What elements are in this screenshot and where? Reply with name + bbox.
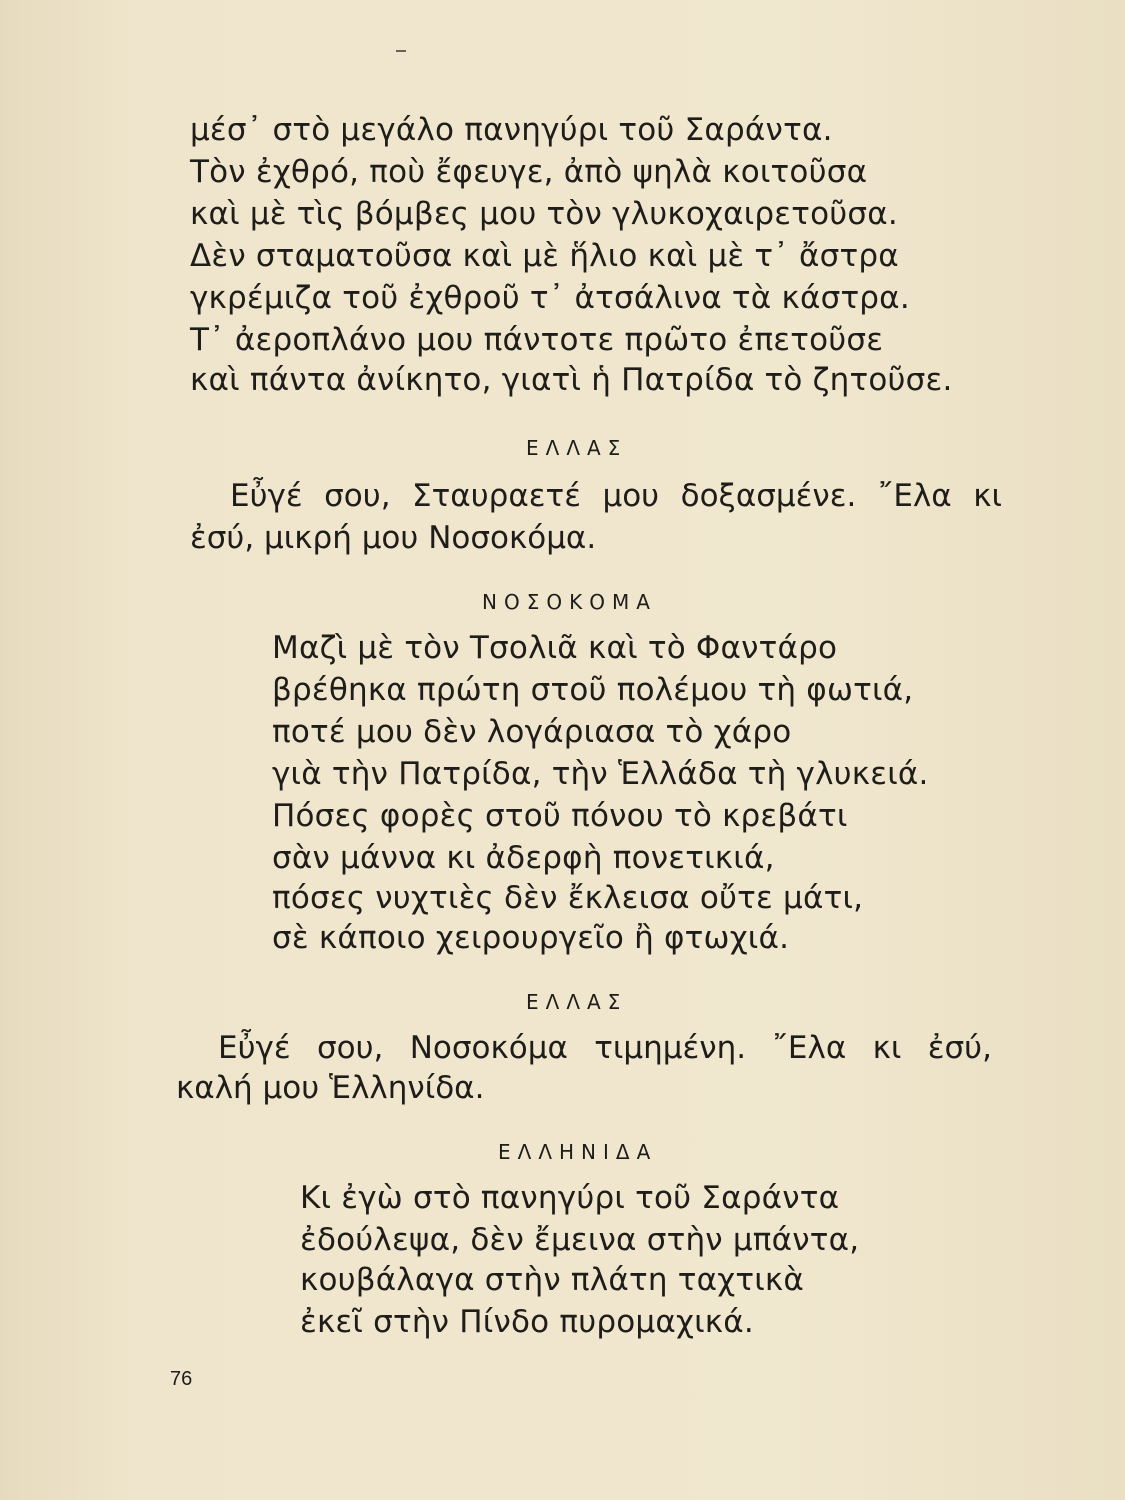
prose-word: Νοσοκόμα — [409, 1030, 568, 1066]
verse-line: γκρέμιζα τοῦ ἐχθροῦ τ᾽ ἀτσάλινα τὰ κάστρα. — [190, 280, 910, 316]
prose-word: Σταυραετέ — [412, 478, 581, 514]
prose-word: κι — [973, 478, 1002, 514]
page-mark — [396, 50, 406, 52]
verse-line: ἐδούλεψα, δὲν ἔμεινα στὴν μπάντα, — [300, 1222, 860, 1258]
prose-word: ῎Ελα — [772, 1030, 847, 1066]
prose-word: σου, — [316, 1030, 384, 1066]
verse-line: Κι ἐγὼ στὸ πανηγύρι τοῦ Σαράντα — [300, 1180, 840, 1216]
prose-word: ἐσύ, — [927, 1030, 992, 1066]
speaker-label: ΝΟΣΟΚΟΜΑ — [482, 590, 657, 614]
prose-line: καλή μου Ἑλληνίδα. — [176, 1070, 485, 1106]
prose-line — [230, 476, 1002, 516]
verse-line: ἐκεῖ στὴν Πίνδο πυρομαχικά. — [300, 1304, 754, 1340]
verse-line: πόσες νυχτιὲς δὲν ἔκλεισα οὔτε μάτι, — [272, 880, 864, 916]
verse-line: Δὲν σταματοῦσα καὶ μὲ ἥλιο καὶ μὲ τ᾽ ἄστρα — [190, 238, 899, 274]
verse-line: ποτέ μου δὲν λογάριασα τὸ χάρο — [272, 714, 792, 750]
prose-word: Εὖγέ — [230, 478, 303, 514]
verse-line: κουβάλαγα στὴν πλάτη ταχτικὰ — [300, 1262, 805, 1298]
prose-word: ῎Ελα — [877, 478, 952, 514]
page-number: 76 — [170, 1368, 193, 1390]
prose-word: τιμημένη. — [594, 1030, 747, 1066]
prose-word: σου, — [324, 478, 391, 514]
prose-word: δοξασμένε. — [680, 478, 857, 514]
verse-line: καὶ μὲ τὶς βόμβες μου τὸν γλυκοχαιρετοῦσα. — [190, 196, 898, 232]
prose-word: κι — [872, 1030, 902, 1066]
prose-word: Εὖγέ — [218, 1030, 291, 1066]
verse-line: Τ᾽ ἀεροπλάνο μου πάντοτε πρῶτο ἐπετοῦσε — [190, 322, 884, 358]
speaker-label: ΕΛΛΑΣ — [526, 436, 628, 460]
speaker-label: ΕΛΛΗΝΙΔΑ — [498, 1140, 658, 1164]
verse-line: μέσ᾽ στὸ μεγάλο πανηγύρι τοῦ Σαράντα. — [190, 112, 833, 148]
verse-line: βρέθηκα πρώτη στοῦ πολέμου τὴ φωτιά, — [272, 672, 914, 708]
prose-word: μου — [602, 478, 660, 514]
verse-line: καὶ πάντα ἀνίκητο, γιατὶ ἡ Πατρίδα τὸ ζητοῦσε. — [190, 362, 953, 398]
verse-line: γιὰ τὴν Πατρίδα, τὴν Ἑλλάδα τὴ γλυκειά. — [272, 756, 929, 792]
prose-line — [218, 1028, 992, 1068]
speaker-label: ΕΛΛΑΣ — [526, 990, 628, 1014]
verse-line: Μαζὶ μὲ τὸν Τσολιᾶ καὶ τὸ Φαντάρο — [272, 630, 838, 666]
prose-line: ἐσύ, μικρή μου Νοσοκόμα. — [190, 520, 597, 556]
verse-line: σὲ κάποιο χειρουργεῖο ἢ φτωχιά. — [272, 920, 790, 956]
verse-line: σὰν μάννα κι ἀδερφὴ πονετικιά, — [272, 840, 775, 876]
verse-line: Πόσες φορὲς στοῦ πόνου τὸ κρεβάτι — [272, 798, 848, 834]
verse-line: Τὸν ἐχθρό, ποὺ ἔφευγε, ἀπὸ ψηλὰ κοιτοῦσα — [190, 154, 868, 190]
